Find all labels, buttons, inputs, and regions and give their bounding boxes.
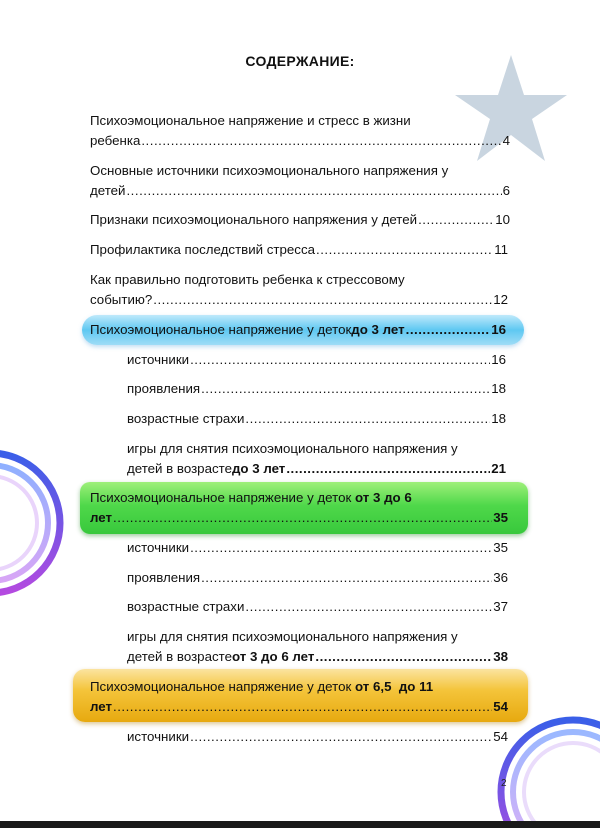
- toc-page-number: 16: [491, 352, 506, 367]
- bottom-border: [0, 821, 600, 828]
- toc-page-number: 6: [502, 183, 510, 198]
- toc-page-number: 36: [493, 570, 508, 585]
- toc-page-number: 37: [493, 599, 508, 614]
- toc-entry-age-3-6[interactable]: Психоэмоциональное напряжение у деток от 3 до 6 лет ..... 35: [90, 488, 508, 528]
- page-title: СОДЕРЖАНИЕ:: [245, 53, 355, 69]
- toc-entry-signs[interactable]: Признаки психоэмоционального напряжения у детей ..... 10: [90, 210, 510, 230]
- toc-page-number: 35: [493, 540, 508, 555]
- toc-entry-manifestations-0-3[interactable]: проявления ..... 18: [127, 379, 506, 399]
- toc-entry-sources-3-6[interactable]: источники ..... 35: [127, 538, 508, 558]
- toc-page-number: 18: [491, 381, 506, 396]
- toc-page-number: 12: [493, 292, 508, 307]
- toc-page-number: 18: [491, 411, 506, 426]
- toc-page-number: 54: [493, 729, 508, 744]
- toc-entry-manifestations-3-6[interactable]: проявления ..... 36: [127, 568, 508, 588]
- toc-page-number: 11: [494, 242, 508, 257]
- toc-page-number: 54: [493, 699, 508, 714]
- toc-entry-prevention[interactable]: Профилактика последствий стресса ..... 11: [90, 240, 508, 260]
- toc-page-number: 10: [495, 212, 510, 227]
- toc-entry-stress-in-child-life[interactable]: Психоэмоциональное напряжение и стресс в жизни ребенка ..... 4: [90, 111, 510, 151]
- page-number: 2: [501, 778, 507, 789]
- toc-entry-games-3-6[interactable]: игры для снятия психоэмоционального напряжения у детей в возрасте от 3 до 6 лет ..... 38: [127, 627, 508, 667]
- toc-entry-sources-6-11[interactable]: источники ..... 54: [127, 727, 508, 747]
- toc-page-number: 16: [491, 322, 506, 337]
- toc-entry-age-6-11[interactable]: Психоэмоциональное напряжение у деток от 6,5 до 11 лет ..... 54: [90, 677, 508, 717]
- toc-page-number: 35: [493, 510, 508, 525]
- toc-page-number: 21: [491, 461, 506, 476]
- toc-entry-main-sources[interactable]: Основные источники психоэмоционального напряжения у детей ..... 6: [90, 161, 510, 201]
- toc-entry-fears-3-6[interactable]: возрастные страхи ..... 37: [127, 597, 508, 617]
- toc-entry-age-0-3[interactable]: Психоэмоциональное напряжение у деток до 3 лет ..... 16: [90, 320, 506, 340]
- toc-entry-fears-0-3[interactable]: возрастные страхи ..... 18: [127, 409, 506, 429]
- toc-entry-sources-0-3[interactable]: источники ..... 16: [127, 350, 506, 370]
- toc-entry-prepare-child[interactable]: Как правильно подготовить ребенка к стрессовому событию? ..... 12: [90, 270, 508, 310]
- toc-page-number: 38: [493, 649, 508, 664]
- toc-entry-games-0-3[interactable]: игры для снятия психоэмоционального напряжения у детей в возрасте до 3 лет ..... 21: [127, 439, 506, 479]
- toc-page-number: 4: [502, 133, 510, 148]
